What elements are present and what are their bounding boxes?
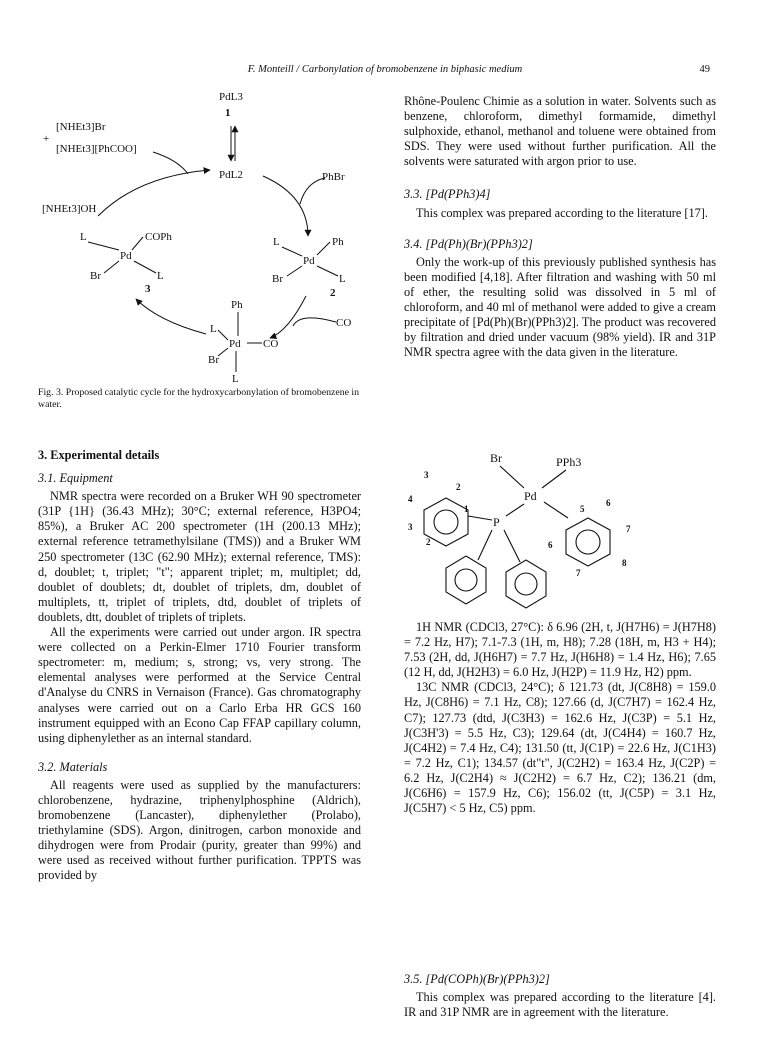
- complex2-ph: Ph: [332, 236, 344, 248]
- complex2-l1: L: [273, 236, 280, 248]
- mol-num-3b: 3: [408, 522, 413, 532]
- phbr-label: PhBr: [322, 171, 345, 183]
- plus-sign: +: [43, 133, 50, 145]
- mol-num-1: 1: [464, 504, 469, 514]
- nhet3phcoo-label: [NHEt3][PhCOO]: [56, 143, 137, 155]
- complex2-l2: L: [339, 273, 346, 285]
- section-3-4-paragraph: Only the work-up of this previously published synthesis has been modified [4,18]. After filtration and washing with 50 ml of ether, the resulting solid was dissolved in 5 ml of chloroform, and 40 ml of methanol were added to give a cream precipitate of [Pd(Ph)(Br)(PPh3)2]. The product was recovered by filtration and dried under vacuum (98% yield). IR and 31P NMR spectra agree with the data given in the literature.: [404, 254, 716, 360]
- mol-num-2b: 2: [426, 537, 431, 547]
- complex2-pd: Pd: [303, 255, 315, 267]
- materials-continuation: Rhône-Poulenc Chimie as a solution in water. Solvents such as benzene, chloroform, dimethyl formamide, dimethyl sulphoxide, ethanol, methanol and toluene were obtained from SDS. They were used without further purification. All the solvents were saturated with argon prior to use.: [404, 94, 716, 169]
- running-title: F. Monteill / Carbonylation of bromobenzene in biphasic medium: [247, 64, 523, 75]
- mol-br: Br: [490, 451, 502, 465]
- mol-num-7a: 7: [626, 524, 631, 534]
- equipment-paragraph-1: NMR spectra were recorded on a Bruker WH 90 spectrometer (31P {1H} (36.43 MHz); 30°C; external reference, H3PO4; 85%), a Bruker AC 200 spectrometer (1H (200.13 MHz); external reference tetramethylsilane (TMS)) and a Bruker WM 250 spectrometer (13C (62.90 MHz); external reference, TMS): d, doublet; t, triplet; "t"; apparent triplet; m, multiplet; dd, doublet of doublets; dt, doublet of triplets, dm, doublet of multiplets, tt, triplet of triplets, dtd, doublet of triplets of doublets, dtt, doublet of triplets of triplets.: [38, 489, 361, 624]
- complex3-pd: Pd: [120, 250, 132, 262]
- complex4-br: Br: [208, 354, 219, 366]
- mol-pph3: PPh3: [556, 455, 582, 469]
- complex3-l2: L: [157, 270, 164, 282]
- complex3-coph: COPh: [145, 231, 172, 243]
- mol-pd: Pd: [524, 489, 537, 503]
- pdl2-label: PdL2: [219, 169, 243, 181]
- nhet3br-label: [NHEt3]Br: [56, 121, 106, 133]
- co-reagent-label: CO: [336, 317, 352, 329]
- complex2-br: Br: [272, 273, 283, 285]
- nmr-data: [404, 620, 716, 816]
- mol-num-5: 5: [580, 504, 585, 514]
- c-nmr-paragraph: 13C NMR (CDCl3, 24°C); δ 121.73 (dt, J(C8H8) = 159.0 Hz, J(C8H6) = 7.1 Hz, C8); 127.66 (d, J(C7H7) = 162.4 Hz, C7); 127.73 (dtd, J(C3H3) = 162.6 Hz, J(C3P) = 5.1 Hz, J(C3H'3) = 5.5 Hz, C3); 129.64 (dt, J(C4H4) = 160.7 Hz, J(C4H2) = 7.4 Hz, C4); 131.50 (tt, J(C1P) = 22.6 Hz, J(C1H3) = 7.2 Hz, C1); 134.57 (dt"t", J(C2H2) = 163.4 Hz, J(C2P) = 6.2 Hz, J(C2H4) ≈ J(C2H2) = 6.7 Hz, C2); 136.21 (dm, J(C6H6) = 157.9 Hz, C6); 156.02 (tt, J(C5P) = 3.1 Hz, J(C5H7) < 5 Hz, C5) ppm.: [404, 680, 716, 816]
- complex3-l1: L: [80, 231, 87, 243]
- mol-num-7b: 7: [576, 568, 581, 578]
- left-column: [38, 448, 361, 884]
- section-3-5-title: 3.5. [Pd(COPh)(Br)(PPh3)2]: [404, 972, 550, 986]
- section-3-3-title: 3.3. [Pd(PPh3)4]: [404, 187, 491, 202]
- mol-num-6b: 6: [548, 540, 553, 550]
- complex4-pd: Pd: [229, 338, 241, 350]
- section-3-1-title: 3.1. Equipment: [38, 471, 113, 486]
- section-3-title: 3. Experimental details: [38, 448, 160, 462]
- nhet3oh-label: [NHEt3]OH: [42, 203, 97, 215]
- mol-num-4: 4: [408, 494, 413, 504]
- complex4-l2: L: [232, 373, 239, 385]
- page-number: 49: [699, 64, 710, 75]
- right-column-top: [404, 94, 716, 360]
- compound-3-number: 3: [145, 283, 151, 295]
- figure-caption: Fig. 3. Proposed catalytic cycle for the hydroxycarbonylation of bromobenzene in water.: [38, 387, 360, 410]
- compound-2-number: 2: [330, 287, 336, 299]
- complex4-co: CO: [263, 338, 279, 350]
- compound-1-number: 1: [225, 107, 231, 119]
- mol-num-2a: 2: [456, 482, 461, 492]
- mol-num-8: 8: [622, 558, 627, 568]
- mol-p: P: [493, 515, 500, 529]
- complex3-br: Br: [90, 270, 101, 282]
- section-3-5-paragraph: This complex was prepared according to the literature [4]. IR and 31P NMR are in agreement with the literature.: [404, 990, 716, 1020]
- mol-num-6a: 6: [606, 498, 611, 508]
- section-3-4-title: 3.4. [Pd(Ph)(Br)(PPh3)2]: [404, 236, 533, 251]
- complex4-ph: Ph: [231, 299, 243, 311]
- materials-paragraph: All reagents were used as supplied by the manufacturers: chlorobenzene, hydrazine, triphenylphosphine (Aldrich), bromobenzene (Lancaster), diphenylether (Prolabo), triethylamine (SDS). Argon, dinitrogen, carbon monoxide and dihydrogen were from Prodair (purity, greater than 99%) and were used as received without further purification. TPPTS was provided by: [38, 777, 361, 883]
- molecule-structure: [408, 448, 708, 613]
- mol-num-3a: 3: [424, 470, 429, 480]
- section-3-3-paragraph: This complex was prepared according to the literature [17].: [416, 205, 708, 220]
- catalytic-cycle-scheme: [38, 86, 368, 386]
- pdl3-label: PdL3: [219, 91, 243, 103]
- section-3-2-title: 3.2. Materials: [38, 759, 108, 774]
- complex4-l1: L: [210, 323, 217, 335]
- equipment-paragraph-2: All the experiments were carried out under argon. IR spectra were collected on a Perkin-Elmer 1710 Fourier transform spectrometer: m, medium; s, strong; vs, very strong. The elemental analyses were performed at the Service Central d'Analyse du CNRS in Vernaison (France). Gas chromatography analyses were carried out on a Carlo Erba HR GCS 160 instrument equipped with an Econo Cap FFAP capillary column, using diphenylether as an internal standard.: [38, 625, 361, 745]
- section-3-5: [404, 972, 716, 1020]
- h-nmr-paragraph: 1H NMR (CDCl3, 27°C): δ 6.96 (2H, t, J(H7H6) = J(H7H8) = 7.2 Hz, H7); 7.1-7.3 (1H, m, H8); 7.28 (18H, m, H3 + H4); 7.53 (2H, dd, J(H6H7) = 7.7 Hz, J(H6H8) = 1.4 Hz, H6); 7.65 (12 H, dd, J(H2H3) = 6.0 Hz, J(H2P) = 11.9 Hz, H2) ppm.: [404, 620, 716, 680]
